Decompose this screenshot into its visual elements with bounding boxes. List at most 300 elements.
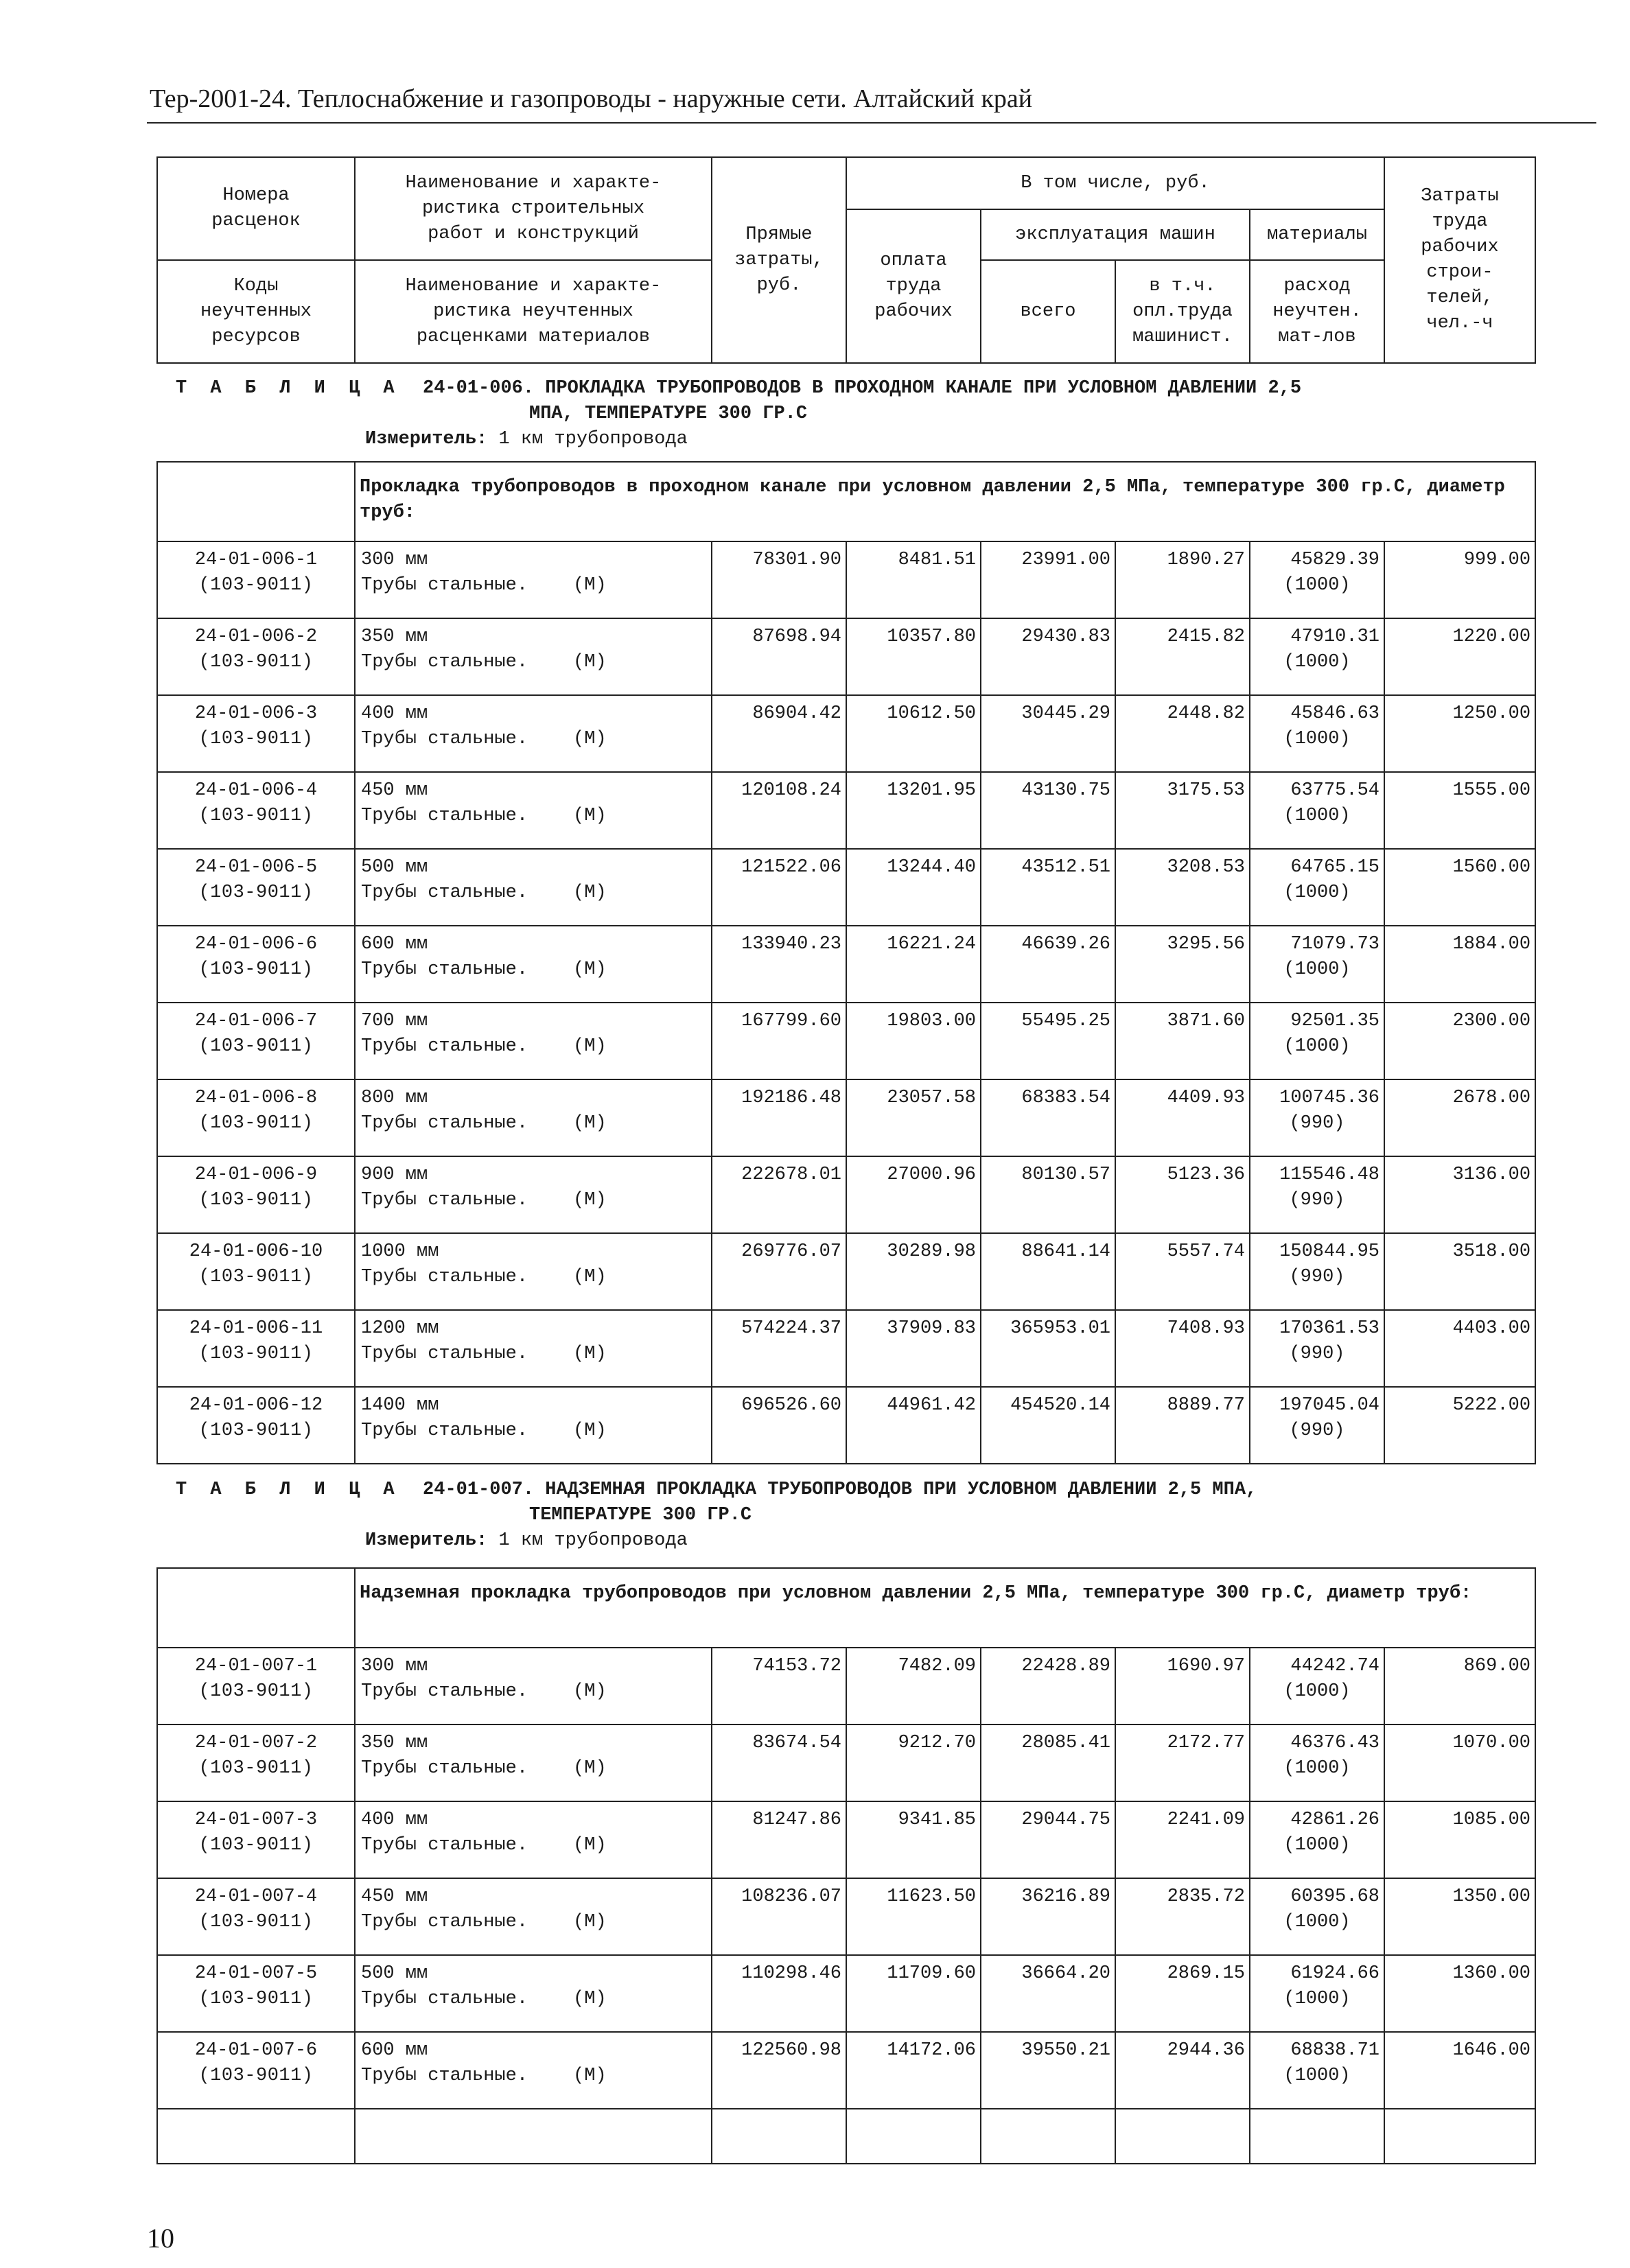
price-code: 24-01-006-4 — [194, 780, 318, 801]
description-cell — [355, 849, 712, 926]
resource-code: (103-9011) — [198, 806, 314, 826]
material-unit: (М) — [573, 1267, 607, 1287]
table-row — [157, 1310, 1535, 1387]
table-row — [157, 2032, 1535, 2109]
table-title-line2-006: МПА, ТЕМПЕРАТУРЕ 300 ГР.С — [529, 404, 808, 424]
operators-pay-value: 5557.74 — [1115, 1233, 1250, 1310]
materials-cell — [1250, 618, 1384, 695]
pipe-diameter: 600 мм — [361, 934, 428, 955]
description-cell — [355, 1878, 712, 1955]
pipe-diameter: 1400 мм — [361, 1395, 439, 1416]
labor-pay-value: 7482.09 — [846, 1648, 981, 1725]
labor-hours-value: 2678.00 — [1384, 1079, 1535, 1156]
operators-pay-value: 2835.72 — [1115, 1878, 1250, 1955]
machines-total-value: 39550.21 — [981, 2032, 1115, 2109]
price-code-cell — [157, 1003, 355, 1079]
operators-pay-value: 3175.53 — [1115, 772, 1250, 849]
material-unit: (М) — [573, 652, 607, 673]
direct-costs-value: 696526.60 — [712, 1387, 846, 1464]
table-row — [157, 1233, 1535, 1310]
measure-label: Измеритель: — [365, 1530, 488, 1551]
material-consumption: (1000) — [1283, 2066, 1351, 2086]
machines-total-value: 29044.75 — [981, 1801, 1115, 1878]
direct-costs-value: 120108.24 — [712, 772, 846, 849]
resource-code: (103-9011) — [198, 1344, 314, 1364]
materials-cell — [1250, 1725, 1384, 1801]
material-unit: (М) — [573, 1344, 607, 1364]
table-row — [157, 1955, 1535, 2032]
materials-value: 61924.66 — [1290, 1963, 1379, 1984]
price-code: 24-01-006-6 — [194, 934, 318, 955]
direct-costs-value: 86904.42 — [712, 695, 846, 772]
pipe-diameter: 350 мм — [361, 1733, 428, 1753]
machines-total-value: 80130.57 — [981, 1156, 1115, 1233]
table-row — [157, 1725, 1535, 1801]
resource-code: (103-9011) — [198, 1912, 314, 1932]
labor-hours-value: 1220.00 — [1384, 618, 1535, 695]
material-unit: (М) — [573, 575, 607, 596]
price-code-cell — [157, 772, 355, 849]
table-row — [157, 1387, 1535, 1464]
direct-costs-value: 110298.46 — [712, 1955, 846, 2032]
header-materials: материалы — [1250, 209, 1384, 260]
labor-hours-value: 4403.00 — [1384, 1310, 1535, 1387]
material-consumption: (990) — [1289, 1113, 1345, 1134]
resource-code: (103-9011) — [198, 652, 314, 673]
material-name: Трубы стальные. — [361, 959, 528, 980]
machines-total-value: 68383.54 — [981, 1079, 1115, 1156]
materials-cell — [1250, 1387, 1384, 1464]
header-including: В том числе, руб. — [846, 157, 1384, 209]
material-consumption: (1000) — [1283, 1758, 1351, 1779]
price-code: 24-01-006-7 — [194, 1011, 318, 1031]
pipe-diameter: 500 мм — [361, 857, 428, 878]
price-code: 24-01-007-5 — [194, 1963, 318, 1984]
materials-cell — [1250, 1233, 1384, 1310]
measure-value: 1 км трубопровода — [498, 1530, 688, 1551]
operators-pay-value: 5123.36 — [1115, 1156, 1250, 1233]
price-code-cell — [157, 1387, 355, 1464]
description-cell — [355, 1387, 712, 1464]
labor-pay-value: 37909.83 — [846, 1310, 981, 1387]
table-label: Т А Б Л И Ц А — [176, 1480, 401, 1500]
table-measure-006 — [365, 427, 688, 452]
materials-value: 46376.43 — [1290, 1733, 1379, 1753]
material-unit: (М) — [573, 2066, 607, 2086]
material-name: Трубы стальные. — [361, 575, 528, 596]
description-cell — [355, 1725, 712, 1801]
materials-value: 45829.39 — [1290, 550, 1379, 570]
resource-code: (103-9011) — [198, 1190, 314, 1211]
resource-code: (103-9011) — [198, 1758, 314, 1779]
machines-total-value: 36664.20 — [981, 1955, 1115, 2032]
labor-hours-value: 1070.00 — [1384, 1725, 1535, 1801]
price-code: 24-01-007-3 — [194, 1810, 318, 1830]
materials-cell — [1250, 1079, 1384, 1156]
header-resource-codes: Коды неучтенных ресурсов — [157, 260, 355, 363]
column-header-table — [156, 156, 1536, 364]
machines-total-value: 55495.25 — [981, 1003, 1115, 1079]
price-code: 24-01-007-1 — [194, 1656, 318, 1676]
description-cell — [355, 926, 712, 1003]
labor-hours-value: 869.00 — [1384, 1648, 1535, 1725]
materials-cell — [1250, 1310, 1384, 1387]
material-consumption: (1000) — [1283, 1912, 1351, 1932]
material-consumption: (1000) — [1283, 575, 1351, 596]
material-name: Трубы стальные. — [361, 1036, 528, 1057]
direct-costs-value: 87698.94 — [712, 618, 846, 695]
machines-total-value: 23991.00 — [981, 541, 1115, 618]
materials-cell — [1250, 1003, 1384, 1079]
operators-pay-value: 2415.82 — [1115, 618, 1250, 695]
labor-hours-value: 1555.00 — [1384, 772, 1535, 849]
materials-value: 71079.73 — [1290, 934, 1379, 955]
header-price-numbers: Номера расценок — [157, 157, 355, 260]
machines-total-value: 454520.14 — [981, 1387, 1115, 1464]
header-unaccounted-name: Наименование и характе- ристика неучтенных расценками материалов — [355, 260, 712, 363]
table-row — [157, 618, 1535, 695]
labor-hours-value: 1360.00 — [1384, 1955, 1535, 2032]
description-cell — [355, 2032, 712, 2109]
material-unit: (М) — [573, 729, 607, 749]
description-cell — [355, 772, 712, 849]
table-row — [157, 1003, 1535, 1079]
description-cell — [355, 541, 712, 618]
direct-costs-value: 222678.01 — [712, 1156, 846, 1233]
table-label: Т А Б Л И Ц А — [176, 378, 401, 399]
machines-total-value: 88641.14 — [981, 1233, 1115, 1310]
material-consumption: (990) — [1289, 1421, 1345, 1441]
table-subtitle: Прокладка трубопроводов в проходном канале при условном давлении 2,5 МПа, температуре 300 гр.С, диаметр труб: — [355, 462, 1535, 541]
direct-costs-value: 74153.72 — [712, 1648, 846, 1725]
price-code: 24-01-007-6 — [194, 2040, 318, 2061]
pipe-diameter: 300 мм — [361, 550, 428, 570]
table-title-line1: 24-01-007. НАДЗЕМНАЯ ПРОКЛАДКА ТРУБОПРОВОДОВ ПРИ УСЛОВНОМ ДАВЛЕНИИ 2,5 МПА, — [423, 1480, 1257, 1500]
table-row — [157, 849, 1535, 926]
material-name: Трубы стальные. — [361, 1113, 528, 1134]
material-name: Трубы стальные. — [361, 1681, 528, 1702]
materials-value: 63775.54 — [1290, 780, 1379, 801]
operators-pay-value: 1890.27 — [1115, 541, 1250, 618]
material-consumption: (990) — [1289, 1190, 1345, 1211]
header-rule — [147, 122, 1596, 124]
header-direct-costs: Прямые затраты, руб. — [712, 157, 846, 363]
direct-costs-value: 122560.98 — [712, 2032, 846, 2109]
resource-code: (103-9011) — [198, 1681, 314, 1702]
materials-value: 44242.74 — [1290, 1656, 1379, 1676]
resource-code: (103-9011) — [198, 1989, 314, 2009]
material-name: Трубы стальные. — [361, 1344, 528, 1364]
labor-pay-value: 19803.00 — [846, 1003, 981, 1079]
description-cell — [355, 695, 712, 772]
materials-value: 68838.71 — [1290, 2040, 1379, 2061]
material-name: Трубы стальные. — [361, 1912, 528, 1932]
labor-pay-value: 10612.50 — [846, 695, 981, 772]
table-row — [157, 1878, 1535, 1955]
subtitle-spacer — [157, 1568, 355, 1648]
header-work-name: Наименование и характе- ристика строительных работ и конструкций — [355, 157, 712, 260]
operators-pay-value: 7408.93 — [1115, 1310, 1250, 1387]
pipe-diameter: 500 мм — [361, 1963, 428, 1984]
operators-pay-value: 3208.53 — [1115, 849, 1250, 926]
price-code-cell — [157, 926, 355, 1003]
resource-code: (103-9011) — [198, 1421, 314, 1441]
table-measure-007 — [365, 1528, 688, 1554]
resource-code: (103-9011) — [198, 2066, 314, 2086]
price-code: 24-01-006-12 — [189, 1395, 323, 1416]
resource-code: (103-9011) — [198, 575, 314, 596]
material-name: Трубы стальные. — [361, 806, 528, 826]
price-code: 24-01-006-9 — [194, 1165, 318, 1185]
price-code: 24-01-006-11 — [189, 1318, 323, 1339]
price-code-cell — [157, 1878, 355, 1955]
table-title-line2-007: ТЕМПЕРАТУРЕ 300 ГР.С — [529, 1505, 752, 1525]
labor-hours-value: 5222.00 — [1384, 1387, 1535, 1464]
material-name: Трубы стальные. — [361, 1835, 528, 1856]
labor-hours-value: 999.00 — [1384, 541, 1535, 618]
labor-pay-value: 30289.98 — [846, 1233, 981, 1310]
price-code: 24-01-007-2 — [194, 1733, 318, 1753]
materials-value: 42861.26 — [1290, 1810, 1379, 1830]
direct-costs-value: 269776.07 — [712, 1233, 846, 1310]
material-consumption: (1000) — [1283, 806, 1351, 826]
machines-total-value: 43512.51 — [981, 849, 1115, 926]
pipe-diameter: 1200 мм — [361, 1318, 439, 1339]
description-cell — [355, 1233, 712, 1310]
subtitle-spacer — [157, 462, 355, 541]
description-cell — [355, 1955, 712, 2032]
price-code: 24-01-006-10 — [189, 1241, 323, 1262]
price-code-cell — [157, 849, 355, 926]
table-row — [157, 1079, 1535, 1156]
direct-costs-value: 78301.90 — [712, 541, 846, 618]
pipe-diameter: 400 мм — [361, 703, 428, 724]
machines-total-value: 36216.89 — [981, 1878, 1115, 1955]
direct-costs-value: 574224.37 — [712, 1310, 846, 1387]
price-code-cell — [157, 1156, 355, 1233]
header-machine-operation: эксплуатация машин — [981, 209, 1250, 260]
table-row — [157, 926, 1535, 1003]
material-name: Трубы стальные. — [361, 1267, 528, 1287]
resource-code: (103-9011) — [198, 882, 314, 903]
pipe-diameter: 450 мм — [361, 1886, 428, 1907]
price-code-cell — [157, 2032, 355, 2109]
materials-cell — [1250, 541, 1384, 618]
material-unit: (М) — [573, 882, 607, 903]
description-cell — [355, 1801, 712, 1878]
materials-value: 92501.35 — [1290, 1011, 1379, 1031]
materials-cell — [1250, 772, 1384, 849]
price-code: 24-01-006-8 — [194, 1088, 318, 1108]
operators-pay-value: 4409.93 — [1115, 1079, 1250, 1156]
price-code: 24-01-006-1 — [194, 550, 318, 570]
table-row — [157, 1648, 1535, 1725]
material-name: Трубы стальные. — [361, 729, 528, 749]
labor-hours-value: 1560.00 — [1384, 849, 1535, 926]
direct-costs-value: 83674.54 — [712, 1725, 846, 1801]
material-consumption: (1000) — [1283, 652, 1351, 673]
operators-pay-value: 3871.60 — [1115, 1003, 1250, 1079]
labor-hours-value: 1250.00 — [1384, 695, 1535, 772]
machines-total-value: 29430.83 — [981, 618, 1115, 695]
materials-value: 150844.95 — [1279, 1241, 1379, 1262]
material-unit: (М) — [573, 1036, 607, 1057]
labor-hours-value: 3136.00 — [1384, 1156, 1535, 1233]
materials-value: 64765.15 — [1290, 857, 1379, 878]
material-name: Трубы стальные. — [361, 1989, 528, 2009]
direct-costs-value: 133940.23 — [712, 926, 846, 1003]
operators-pay-value: 2172.77 — [1115, 1725, 1250, 1801]
material-consumption: (1000) — [1283, 1835, 1351, 1856]
operators-pay-value: 8889.77 — [1115, 1387, 1250, 1464]
direct-costs-value: 167799.60 — [712, 1003, 846, 1079]
material-unit: (М) — [573, 1758, 607, 1779]
machines-total-value: 22428.89 — [981, 1648, 1115, 1725]
table-row — [157, 695, 1535, 772]
machines-total-value: 30445.29 — [981, 695, 1115, 772]
running-head: Тер-2001-24. Теплоснабжение и газопроводы - наружные сети. Алтайский край — [150, 84, 1033, 113]
labor-pay-value: 11709.60 — [846, 1955, 981, 2032]
table-title-line1: 24-01-006. ПРОКЛАДКА ТРУБОПРОВОДОВ В ПРОХОДНОМ КАНАЛЕ ПРИ УСЛОВНОМ ДАВЛЕНИИ 2,5 — [423, 378, 1302, 399]
direct-costs-value: 108236.07 — [712, 1878, 846, 1955]
material-name: Трубы стальные. — [361, 882, 528, 903]
materials-value: 60395.68 — [1290, 1886, 1379, 1907]
pipe-diameter: 400 мм — [361, 1810, 428, 1830]
price-code-cell — [157, 1725, 355, 1801]
table-row — [157, 1156, 1535, 1233]
material-unit: (М) — [573, 1113, 607, 1134]
price-code-cell — [157, 1648, 355, 1725]
operators-pay-value: 3295.56 — [1115, 926, 1250, 1003]
header-unaccounted-consumption: расход неучтен. мат-лов — [1250, 260, 1384, 363]
resource-code: (103-9011) — [198, 1036, 314, 1057]
materials-cell — [1250, 1156, 1384, 1233]
labor-pay-value: 13201.95 — [846, 772, 981, 849]
labor-hours-value: 1085.00 — [1384, 1801, 1535, 1878]
material-name: Трубы стальные. — [361, 1758, 528, 1779]
material-consumption: (1000) — [1283, 1989, 1351, 2009]
materials-value: 197045.04 — [1279, 1395, 1379, 1416]
labor-pay-value: 10357.80 — [846, 618, 981, 695]
material-unit: (М) — [573, 959, 607, 980]
description-cell — [355, 1079, 712, 1156]
operators-pay-value: 1690.97 — [1115, 1648, 1250, 1725]
material-name: Трубы стальные. — [361, 2066, 528, 2086]
machines-total-value: 28085.41 — [981, 1725, 1115, 1801]
labor-hours-value: 3518.00 — [1384, 1233, 1535, 1310]
price-code-cell — [157, 541, 355, 618]
price-code: 24-01-007-4 — [194, 1886, 318, 1907]
materials-cell — [1250, 2032, 1384, 2109]
description-cell — [355, 1310, 712, 1387]
resource-code: (103-9011) — [198, 1113, 314, 1134]
labor-pay-value: 9341.85 — [846, 1801, 981, 1878]
price-code-cell — [157, 618, 355, 695]
materials-cell — [1250, 695, 1384, 772]
price-table-006 — [156, 461, 1536, 1464]
machines-total-value: 46639.26 — [981, 926, 1115, 1003]
labor-pay-value: 11623.50 — [846, 1878, 981, 1955]
material-consumption: (1000) — [1283, 1681, 1351, 1702]
resource-code: (103-9011) — [198, 959, 314, 980]
material-consumption: (1000) — [1283, 882, 1351, 903]
labor-hours-value: 1350.00 — [1384, 1878, 1535, 1955]
pipe-diameter: 600 мм — [361, 2040, 428, 2061]
material-consumption: (990) — [1289, 1267, 1345, 1287]
description-cell — [355, 1648, 712, 1725]
price-code-cell — [157, 1079, 355, 1156]
materials-value: 115546.48 — [1279, 1165, 1379, 1185]
material-name: Трубы стальные. — [361, 652, 528, 673]
material-unit: (М) — [573, 1912, 607, 1932]
material-consumption: (1000) — [1283, 1036, 1351, 1057]
labor-hours-value: 1884.00 — [1384, 926, 1535, 1003]
resource-code: (103-9011) — [198, 1267, 314, 1287]
direct-costs-value: 192186.48 — [712, 1079, 846, 1156]
pipe-diameter: 800 мм — [361, 1088, 428, 1108]
measure-value: 1 км трубопровода — [498, 429, 688, 449]
page-number: 10 — [147, 2223, 174, 2254]
header-labor-pay: оплата труда рабочих — [846, 209, 981, 363]
operators-pay-value: 2448.82 — [1115, 695, 1250, 772]
materials-cell — [1250, 1801, 1384, 1878]
material-unit: (М) — [573, 1681, 607, 1702]
table-filler-row — [157, 2109, 1535, 2164]
table-subtitle: Надземная прокладка трубопроводов при условном давлении 2,5 МПа, температуре 300 гр.С, диаметр труб: — [355, 1568, 1535, 1648]
labor-pay-value: 13244.40 — [846, 849, 981, 926]
material-consumption: (990) — [1289, 1344, 1345, 1364]
material-unit: (М) — [573, 806, 607, 826]
materials-value: 47910.31 — [1290, 627, 1379, 647]
resource-code: (103-9011) — [198, 729, 314, 749]
material-unit: (М) — [573, 1421, 607, 1441]
description-cell — [355, 1003, 712, 1079]
material-unit: (М) — [573, 1989, 607, 2009]
table-caption-006 — [176, 376, 1301, 401]
labor-hours-value: 2300.00 — [1384, 1003, 1535, 1079]
price-code-cell — [157, 1233, 355, 1310]
price-code-cell — [157, 695, 355, 772]
header-labor-costs: Затраты труда рабочих строи- телей, чел.-ч — [1384, 157, 1535, 363]
labor-pay-value: 27000.96 — [846, 1156, 981, 1233]
materials-cell — [1250, 926, 1384, 1003]
materials-cell — [1250, 849, 1384, 926]
materials-value: 100745.36 — [1279, 1088, 1379, 1108]
material-consumption: (1000) — [1283, 729, 1351, 749]
measure-label: Измеритель: — [365, 429, 488, 449]
labor-pay-value: 8481.51 — [846, 541, 981, 618]
operators-pay-value: 2944.36 — [1115, 2032, 1250, 2109]
pipe-diameter: 350 мм — [361, 627, 428, 647]
pipe-diameter: 900 мм — [361, 1165, 428, 1185]
price-code: 24-01-006-3 — [194, 703, 318, 724]
material-unit: (М) — [573, 1190, 607, 1211]
direct-costs-value: 121522.06 — [712, 849, 846, 926]
labor-pay-value: 23057.58 — [846, 1079, 981, 1156]
table-caption-007 — [176, 1477, 1257, 1503]
materials-cell — [1250, 1955, 1384, 2032]
price-table-007 — [156, 1567, 1536, 2164]
labor-pay-value: 14172.06 — [846, 2032, 981, 2109]
description-cell — [355, 1156, 712, 1233]
operators-pay-value: 2241.09 — [1115, 1801, 1250, 1878]
price-code-cell — [157, 1955, 355, 2032]
description-cell — [355, 618, 712, 695]
materials-cell — [1250, 1878, 1384, 1955]
price-code: 24-01-006-2 — [194, 627, 318, 647]
material-unit: (М) — [573, 1835, 607, 1856]
material-name: Трубы стальные. — [361, 1190, 528, 1211]
